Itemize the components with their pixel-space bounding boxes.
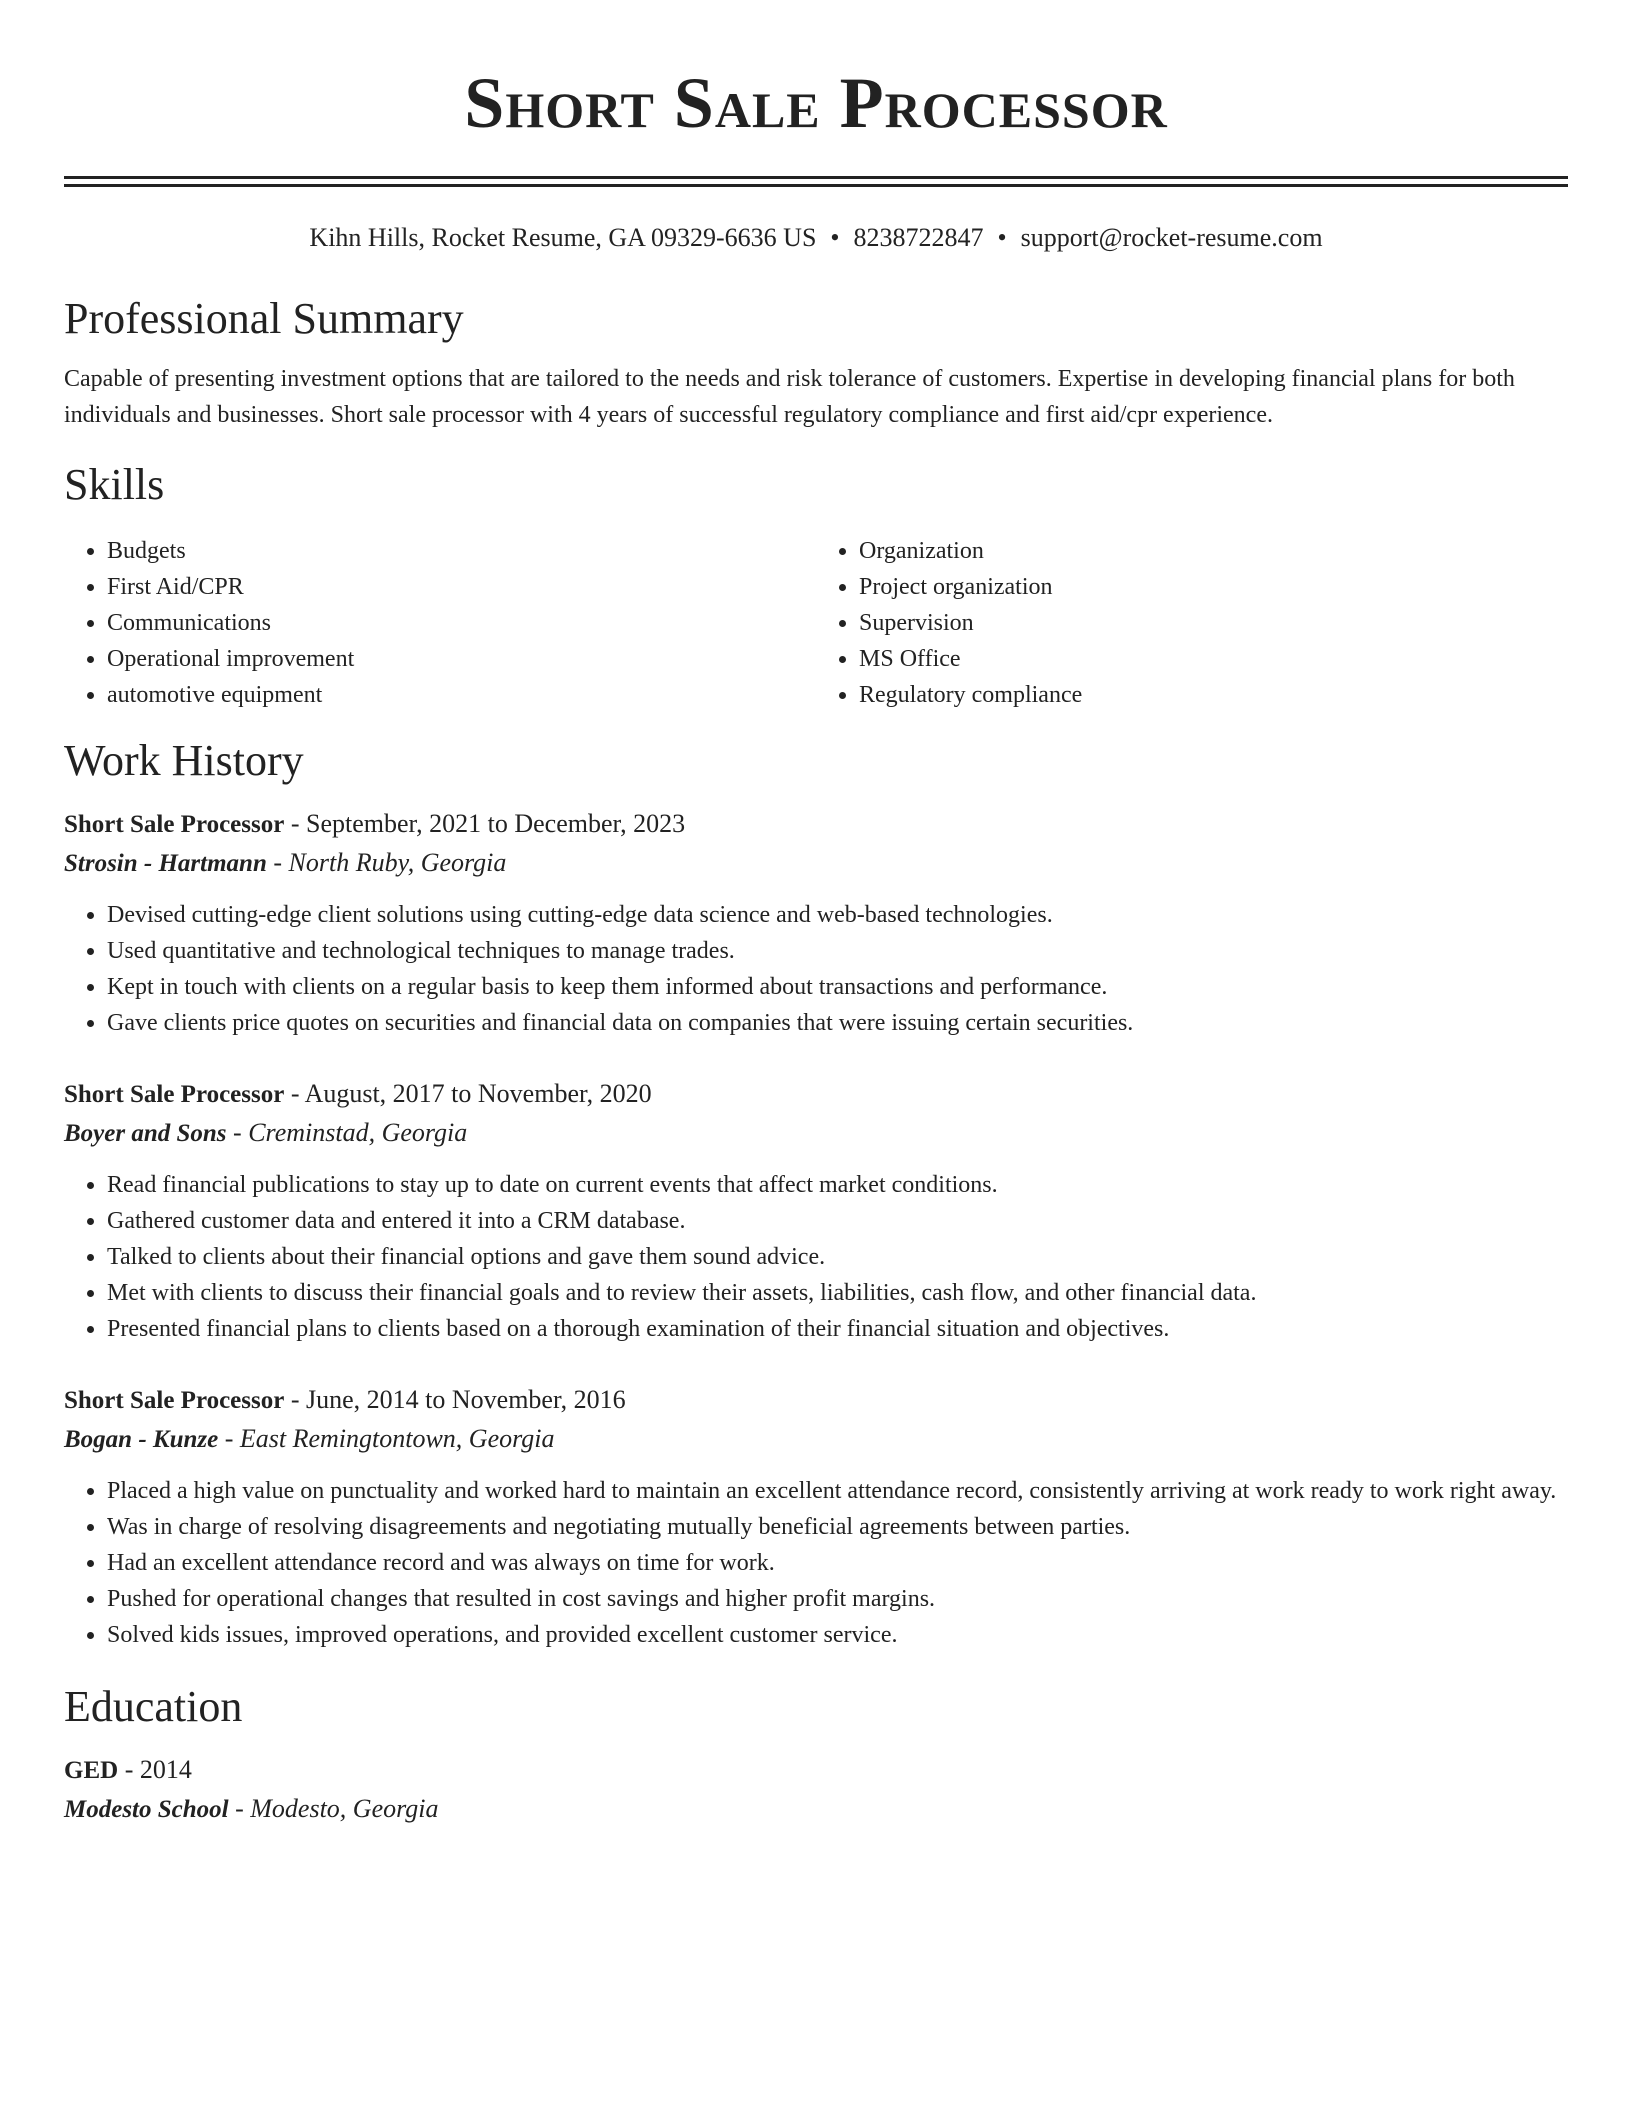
skill-item: • Operational improvement: [107, 641, 816, 677]
job-bullet: • Had an excellent attendance record and was always on time for work.: [107, 1545, 1568, 1581]
contact-phone: 8238722847: [853, 223, 984, 252]
job-title: Short Sale Processor: [64, 1081, 285, 1108]
job-bullet: • Gave clients price quotes on securities and financial data on companies that were issuing certain securities.: [107, 1005, 1568, 1041]
skills-heading: Skills: [64, 460, 165, 509]
job-bullet: • Was in charge of resolving disagreements and negotiating mutually beneficial agreements between parties.: [107, 1509, 1568, 1545]
school-name: Modesto School: [64, 1796, 229, 1823]
school-location: - Modesto, Georgia: [228, 1794, 439, 1823]
degree: GED: [64, 1757, 119, 1784]
contact-address: Kihn Hills, Rocket Resume, GA 09329-6636 US: [309, 223, 817, 252]
skills-section: [64, 457, 1568, 713]
candidate-name: Short Sale Processor: [464, 63, 1168, 143]
summary-text: Capable of presenting investment options that are tailored to the needs and risk tolerance of customers. Expertise in developing financial plans for both individuals and businesses. Short sale processor with 4 years of successful regulatory compliance and first aid/cpr experience.: [64, 366, 1515, 428]
work-history-section: [64, 733, 1568, 1653]
job-company-line: [64, 1114, 1568, 1153]
contact-line: [64, 221, 1568, 255]
job-bullets: [64, 1473, 1568, 1653]
job-company: Bogan - Kunze: [64, 1426, 219, 1453]
header-double-rule: [64, 176, 1568, 187]
skill-item: • Regulatory compliance: [859, 677, 1568, 713]
summary-heading: Professional Summary: [64, 294, 464, 343]
job-location: - East Remingtontown, Georgia: [218, 1424, 555, 1453]
skill-item: • Budgets: [107, 533, 816, 569]
job-bullet: • Presented financial plans to clients based on a thorough examination of their financial situation and objectives.: [107, 1311, 1568, 1347]
job-location: - North Ruby, Georgia: [266, 848, 507, 877]
summary-section: [64, 291, 1568, 433]
job-company: Strosin - Hartmann: [64, 850, 267, 877]
skills-list-right: [816, 533, 1568, 713]
skills-columns: [64, 533, 1568, 713]
skill-item: • First Aid/CPR: [107, 569, 816, 605]
skill-item: • MS Office: [859, 641, 1568, 677]
education-heading: Education: [64, 1682, 243, 1731]
job-bullet: • Gathered customer data and entered it into a CRM database.: [107, 1203, 1568, 1239]
job-dates: - August, 2017 to November, 2020: [284, 1079, 652, 1108]
job-bullet: • Talked to clients about their financial options and gave them sound advice.: [107, 1239, 1568, 1275]
skill-item: • Organization: [859, 533, 1568, 569]
job-dates: - September, 2021 to December, 2023: [284, 809, 686, 838]
work-history-heading: Work History: [64, 736, 304, 785]
skill-item: • Project organization: [859, 569, 1568, 605]
skill-item: • automotive equipment: [107, 677, 816, 713]
job-bullets: [64, 1167, 1568, 1347]
job-bullet: • Kept in touch with clients on a regular basis to keep them informed about transactions and performance.: [107, 969, 1568, 1005]
degree-year: - 2014: [118, 1755, 192, 1784]
contact-separator: •: [830, 223, 840, 252]
job-company-line: [64, 844, 1568, 883]
job-bullet: • Read financial publications to stay up to date on current events that affect market conditions.: [107, 1167, 1568, 1203]
job-bullets: [64, 897, 1568, 1041]
education-entry: [64, 1751, 1568, 1829]
job-bullet: • Met with clients to discuss their financial goals and to review their assets, liabilities, cash flow, and other financial data.: [107, 1275, 1568, 1311]
job-bullet: • Placed a high value on punctuality and worked hard to maintain an excellent attendance record, consistently arriving at work ready to work right away.: [107, 1473, 1568, 1509]
skill-item: • Supervision: [859, 605, 1568, 641]
contact-separator: •: [997, 223, 1007, 252]
skills-list-left: [64, 533, 816, 713]
job-title-line: [64, 1381, 1568, 1420]
contact-email: support@rocket-resume.com: [1020, 223, 1323, 252]
job-bullet: • Solved kids issues, improved operations, and provided excellent customer service.: [107, 1617, 1568, 1653]
job-entry: [64, 1381, 1568, 1653]
job-dates: - June, 2014 to November, 2016: [284, 1385, 626, 1414]
job-title: Short Sale Processor: [64, 1387, 285, 1414]
job-bullet: • Used quantitative and technological techniques to manage trades.: [107, 933, 1568, 969]
job-title: Short Sale Processor: [64, 811, 285, 838]
skill-item: • Communications: [107, 605, 816, 641]
job-location: - Creminstad, Georgia: [226, 1118, 468, 1147]
education-section: [64, 1679, 1568, 1829]
job-bullet: • Devised cutting-edge client solutions using cutting-edge data science and web-based technologies.: [107, 897, 1568, 933]
job-title-line: [64, 1075, 1568, 1114]
school-line: [64, 1790, 1568, 1829]
job-entry: [64, 805, 1568, 1041]
job-title-line: [64, 805, 1568, 844]
job-entry: [64, 1075, 1568, 1347]
job-company: Boyer and Sons: [64, 1120, 227, 1147]
degree-line: [64, 1751, 1568, 1790]
job-bullet: • Pushed for operational changes that resulted in cost savings and higher profit margins.: [107, 1581, 1568, 1617]
job-company-line: [64, 1420, 1568, 1459]
